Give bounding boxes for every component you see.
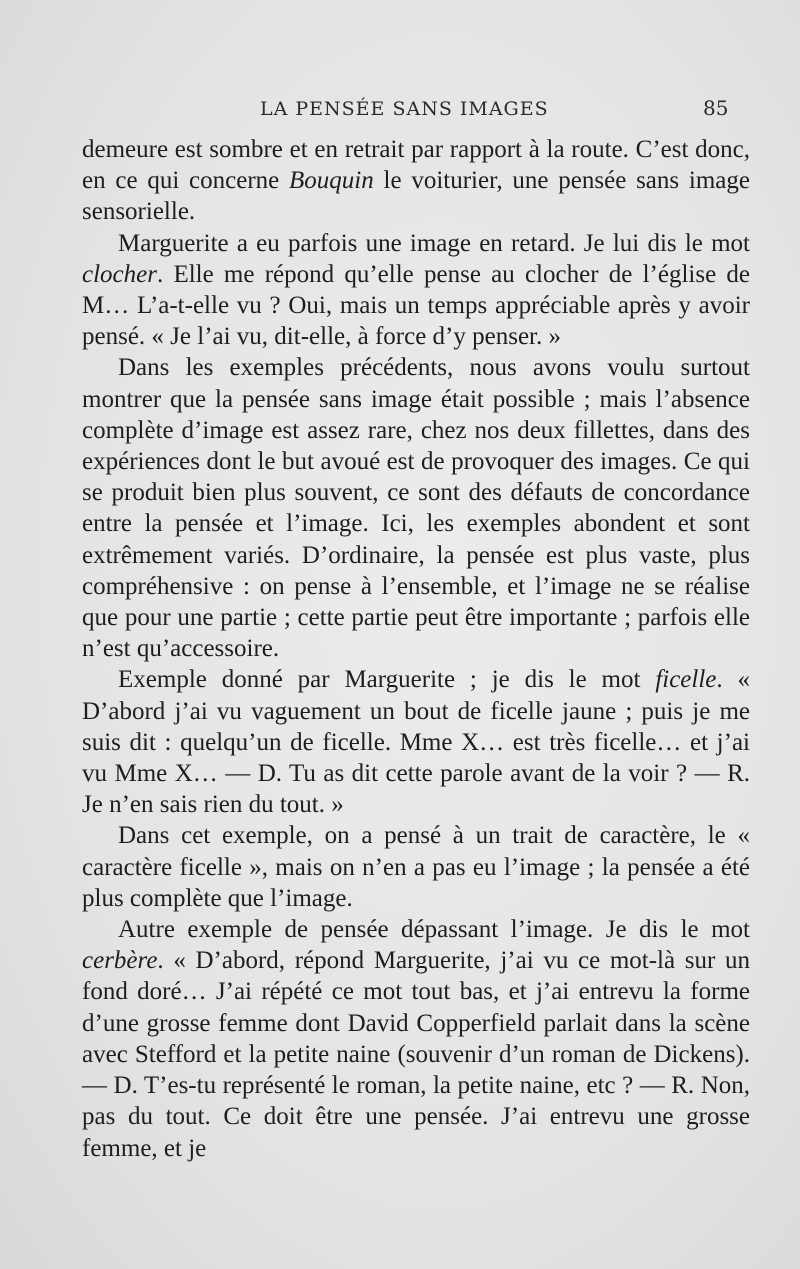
italic-term: Bouquin bbox=[289, 167, 374, 195]
paragraph bbox=[82, 820, 750, 914]
italic-term: cerbère bbox=[82, 947, 158, 975]
paragraph bbox=[82, 134, 750, 228]
italic-term: ficelle bbox=[655, 666, 717, 694]
paragraph bbox=[82, 228, 750, 353]
paragraph bbox=[82, 664, 750, 820]
running-title: LA PENSÉE SANS IMAGES bbox=[260, 98, 549, 120]
italic-term: clocher bbox=[82, 260, 157, 288]
paragraph bbox=[82, 352, 750, 664]
text-run: Marguerite a eu parfois une image en retard. Je lui dis le mot bbox=[118, 229, 750, 257]
text-run: demeure est sombre et en retrait par rapport à la route. C’est donc, en ce qui concerne bbox=[82, 136, 750, 195]
text-run: Dans les exemples précédents, nous avons voulu surtout montrer que la pensée sans image était possible ; mais l’absence complète d’image est assez rare, chez nos deux fillettes, dans des expériences dont le but avoué est de provoquer des images. Ce qui se produit bien plus souvent, ce sont des défauts de concordance entre la pensée et l’image. Ici, les exemples abondent et sont extrêmement variés. D’ordinaire, la pensée est plus vaste, plus compréhensive : on pense à l’ensemble, et l’image ne se réalise que pour une partie ; cette partie peut être importante ; parfois elle n’est qu’accessoire. bbox=[82, 354, 750, 663]
text-run: Exemple donné par Marguerite ; je dis le mot bbox=[118, 666, 656, 694]
text-run: Dans cet exemple, on a pensé à un trait de caractère, le « caractère ficelle », mais on n’en a pas eu l’image ; la pensée a été plus complète que l’image. bbox=[82, 822, 750, 912]
text-run: . « D’abord, répond Marguerite, j’ai vu ce mot-là sur un fond doré… J’ai répété ce mot tout bas, et j’ai entrevu la forme d’une grosse femme dont David Copperfield parlait dans la scène avec Stefford et la petite naine (souvenir d’un roman de Dickens). — D. T’es-tu représenté le roman, la petite naine, etc ? — R. Non, pas du tout. Ce doit être une pensée. J’ai entrevu une grosse femme, et je bbox=[82, 947, 750, 1162]
text-run: . Elle me répond qu’elle pense au clocher de l’église de M… L’a-t-elle vu ? Oui, mais un temps appréciable après y avoir pensé. « Je l’ai vu, dit-elle, à force d’y penser. » bbox=[82, 260, 750, 351]
text-run: Autre exemple de pensée dépassant l’image. Je dis le mot bbox=[118, 916, 750, 944]
text-run: . « D’abord j’ai vu vaguement un bout de ficelle jaune ; puis je me suis dit : quelqu’un de ficelle. Mme X… est très ficelle… et j’ai vu Mme X… — D. Tu as dit cette parole avant de la voir ? — R. Je n’en sais rien du tout. » bbox=[82, 666, 750, 819]
body-text bbox=[82, 134, 750, 1164]
paragraph bbox=[82, 914, 750, 1164]
text-run: le voiturier, une pensée sans image sensorielle. bbox=[82, 167, 750, 226]
page-number: 85 bbox=[703, 96, 729, 120]
